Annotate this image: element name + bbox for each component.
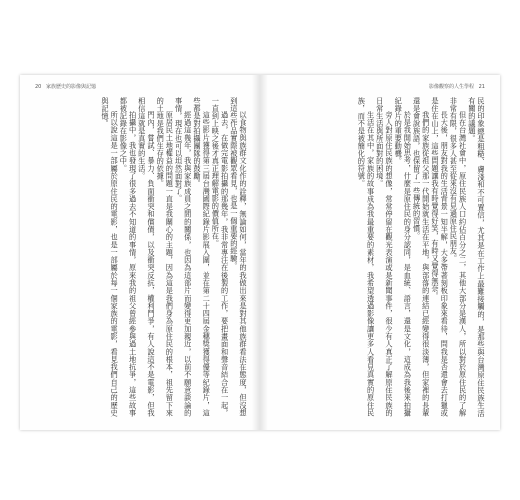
- left-paragraph: 原居民土地權益的問題一直是我關心的主題，因為這是我們身為原住民的根本，祖先留下來的土地是我們生存的依據。: [156, 97, 175, 417]
- right-body-text: [270, 97, 486, 417]
- left-paragraph: 過去，在做完電影拍攝的那幾年，我非常專注在後製的工作，要把畫面和聲音結合在一起，一直到上映之後才真正理解電影的價值所在。: [211, 97, 230, 417]
- right-paragraph: 民的印象總是粗糙、膚淺和不可置信，尤其是在工作上最難接觸的，是那些與台灣原住民族生活有關的議題。: [467, 97, 486, 417]
- right-paragraph: 於是我開始思考，什麼是原住民的身分認同，是血統、語言，還是文化，這成為我後來拍攝紀錄片的重要動機。: [394, 97, 413, 417]
- left-running-head-title: 家族歷史的影像與記憶: [45, 84, 96, 90]
- right-page: [260, 75, 500, 430]
- right-paragraph: 我們的家族從祖父那一代開始就生活在平地，與部落的連結已經變得很淡薄，但家裡的長輩還是會說族語，也保留了一些傳統的習慣。: [412, 97, 431, 417]
- right-paragraph: 長大後，朋友對我的生活背景一知半解，大多帶著刻板印象來看待，問我是否還會去打獵或是住在山上，這些問題讓我有時覺得好笑，有時又覺得無奈。: [430, 97, 450, 417]
- left-paragraph: 門內，嘗試、暴力、負面衝突和償債，以及衝突反抗，權利鬥爭，有人說這不是電影，但我相信這就是真實的生活。: [137, 97, 156, 417]
- book-spread: [20, 75, 500, 430]
- right-page-number: 21: [478, 84, 485, 90]
- right-paragraph: 生活在其中，家族的故事成為我最重要的素材，我希望透過影像讓更多人看見真實的原住民族，而不是被簡化的符號。: [357, 97, 376, 417]
- left-paragraph: 這些影片獲得第三屆台灣國際紀錄片影展入圍，並在第二十四屆金穗獎獲得優等紀錄片，這些都是對拍攝團隊的鼓勵。: [192, 97, 212, 417]
- left-body-text: [34, 97, 248, 417]
- right-running-header: [429, 83, 488, 90]
- right-paragraph: 旁人對原住民族的想像，常常停留在觀光表演或是新聞事件，很少有人真正了解原住民族的日常生活與所面對的困境。: [375, 97, 394, 417]
- right-running-head-title: 影像觀察的人生學程: [429, 84, 475, 90]
- left-paragraph: 所以說這是一部屬於原住民的電影，也是一部屬於每一個家族的電影，看見我們自己的歷史與記憶。: [100, 97, 120, 417]
- book-gutter-shadow: [252, 75, 268, 430]
- left-page-number: 20: [35, 84, 42, 90]
- left-paragraph: 以食物與族群文化作的詮釋，無論如何，當年的我做出來是對其他族群看法在態度，但沒想到這些作品實際被觀眾看見，也是一個重要的經驗。: [229, 97, 248, 417]
- left-paragraph: 拍攝中，我也發現了很多過去不知道的事情，原來我的祖父曾經參與過土地抗爭，這些故事都被記錄在影像之中。: [119, 97, 138, 417]
- left-running-header: [32, 83, 96, 90]
- left-paragraph: 經過這幾年，我與家族成員之間的關係，也因為這部片而變得更加親近，以前不願意談論的事情，現在也可以坦然面對了。: [174, 97, 193, 417]
- left-page: [20, 75, 261, 430]
- right-paragraph: 但在台灣社會中，原住民族人口約佔百分之二，其他大部分是漢人，所以對於原住民的了解非常有限，很多人甚至從來沒有見過原住民朋友。: [449, 97, 468, 417]
